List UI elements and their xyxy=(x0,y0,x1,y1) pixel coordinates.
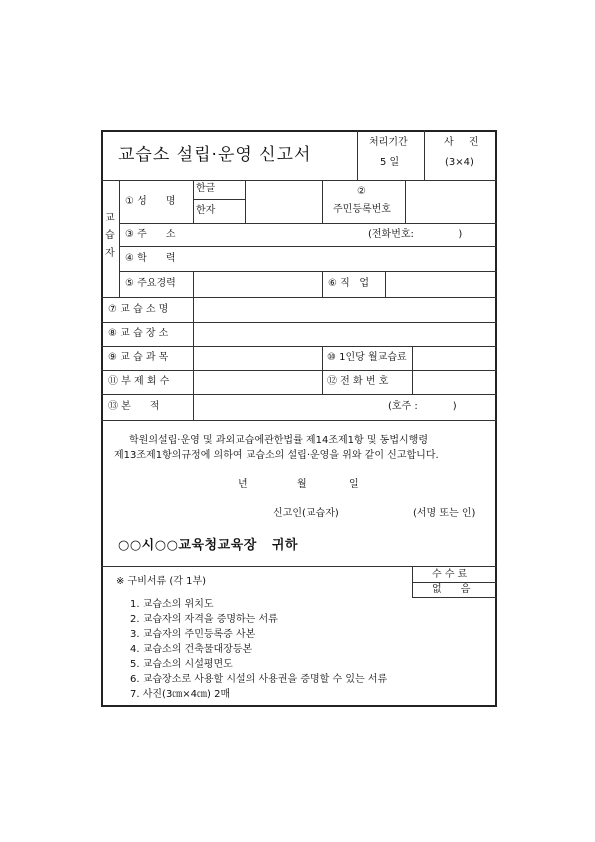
sessions-label: ⑪ 부 제 회 수 xyxy=(108,376,170,387)
form-title: 교습소 설립·운영 신고서 xyxy=(118,145,312,165)
rule xyxy=(193,180,194,223)
applicant-label: 신고인(교습자) xyxy=(273,508,339,519)
hangul-label: 한글 xyxy=(196,183,216,194)
photo-label: 사 진 xyxy=(444,137,485,148)
household-head-label: (호주 : ) xyxy=(388,401,457,412)
rrn-field[interactable] xyxy=(406,181,496,222)
school-name-label: ⑦ 교 습 소 명 xyxy=(108,304,169,315)
declaration-line-2: 제13조제1항의규정에 의하여 교습소의 설립·운영을 위와 같이 신고합니다. xyxy=(114,450,439,461)
document-item: 6. 교습장소로 사용할 시설의 사용권을 증명할 수 있는 서류 xyxy=(130,674,388,685)
rule xyxy=(193,199,245,200)
declaration-line-1: 학원의설립·운영 및 과외교습에관한법률 제14조제1항 및 동법시행령 xyxy=(129,435,428,446)
career-label: ⑤ 주요경력 xyxy=(125,278,176,289)
subject-label: ⑨ 교 습 과 목 xyxy=(108,352,169,363)
signature-label: (서명 또는 인) xyxy=(413,508,476,519)
rule xyxy=(357,130,358,180)
school-place-label: ⑧ 교 습 장 소 xyxy=(108,328,169,339)
address-label: ③ 주 소 xyxy=(125,229,176,240)
fee-label: 수 수 료 xyxy=(432,569,468,580)
date-day: 일 xyxy=(349,479,359,490)
date-year: 년 xyxy=(238,479,248,490)
processing-period-label: 처리기간 xyxy=(369,137,408,148)
rrn-number: ② xyxy=(357,186,366,197)
domicile-label: ⑬ 본 적 xyxy=(108,401,160,412)
document-item: 5. 교습소의 시설평면도 xyxy=(130,659,233,670)
fee-value: 없 음 xyxy=(432,584,471,595)
documents-header: ※ 구비서류 (각 1부) xyxy=(116,576,207,587)
domicile-field[interactable] xyxy=(194,395,384,419)
rule xyxy=(322,180,323,223)
document-item: 3. 교습자의 주민등록증 사본 xyxy=(130,629,256,640)
name-hangul-field[interactable] xyxy=(245,181,321,198)
address-field[interactable] xyxy=(194,224,364,245)
rule xyxy=(101,566,497,567)
hanja-label: 한자 xyxy=(196,205,216,216)
rule xyxy=(322,271,323,297)
name-hanja-field[interactable] xyxy=(245,200,321,222)
section-label-tutor-2: 습 xyxy=(105,230,115,241)
job-field[interactable] xyxy=(386,272,496,296)
rule xyxy=(424,130,425,180)
education-label: ④ 학 력 xyxy=(125,253,176,264)
section-label-tutor-1: 교 xyxy=(105,213,115,224)
date-month: 월 xyxy=(297,479,307,490)
document-item: 4. 교습소의 건축물대장등본 xyxy=(130,644,253,655)
monthly-fee-label: ⑩ 1인당 월교습료 xyxy=(327,352,407,363)
rule xyxy=(101,420,497,421)
monthly-fee-field[interactable] xyxy=(413,347,496,369)
document-item: 2. 교습자의 자격을 증명하는 서류 xyxy=(130,614,278,625)
school-place-field[interactable] xyxy=(194,323,496,345)
school-phone-label: ⑫ 전 화 번 호 xyxy=(327,376,389,387)
school-phone-field[interactable] xyxy=(413,371,496,393)
name-label: ① 성 명 xyxy=(125,196,176,207)
education-field[interactable] xyxy=(194,247,496,270)
processing-period-value: 5 일 xyxy=(380,157,400,168)
school-name-field[interactable] xyxy=(194,298,496,321)
addressee: ○○시○○교육청교육장 귀하 xyxy=(118,538,298,553)
rule xyxy=(119,180,120,297)
section-label-tutor-3: 자 xyxy=(105,248,115,259)
sessions-field[interactable] xyxy=(194,371,321,393)
rule xyxy=(412,582,497,583)
job-label: ⑥ 직 업 xyxy=(328,278,369,289)
rrn-label: 주민등록번호 xyxy=(333,204,391,215)
subject-field[interactable] xyxy=(194,347,321,369)
rule xyxy=(412,597,497,598)
rule xyxy=(322,346,323,394)
photo-size: (3×4) xyxy=(445,157,474,168)
career-field[interactable] xyxy=(194,272,321,296)
document-item: 7. 사진(3㎝×4㎝) 2매 xyxy=(130,689,231,700)
rule xyxy=(412,566,413,597)
address-phone-label: (전화번호: ) xyxy=(368,229,463,240)
document-item: 1. 교습소의 위치도 xyxy=(130,599,214,610)
